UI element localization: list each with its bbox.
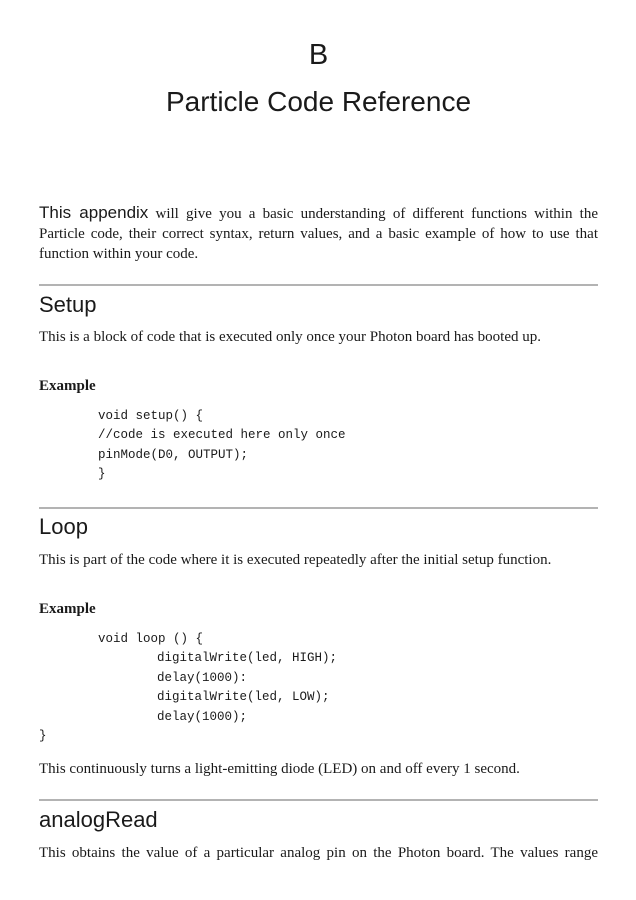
section-divider [39, 507, 598, 509]
section-divider [39, 284, 598, 286]
code-line: } [39, 728, 47, 743]
code-line: delay(1000): [157, 670, 248, 685]
section-divider [39, 799, 598, 801]
loop-code-block [39, 630, 598, 746]
section-heading-loop: Loop [39, 514, 88, 539]
code-line: digitalWrite(led, LOW); [157, 690, 330, 705]
loop-note: This continuously turns a light-emitting diode (LED) on and off every 1 second. [39, 761, 520, 777]
intro-text: will give you a basic understanding of different functions within the Particle code, their correct syntax, return values, and a basic example of how to use that function within your code. [39, 206, 598, 262]
intro-lead: This appendix [39, 203, 149, 222]
code-line: } [98, 467, 106, 482]
appendix-letter: B [308, 39, 329, 71]
code-line: digitalWrite(led, HIGH); [157, 651, 338, 666]
intro-paragraph [39, 203, 598, 264]
code-line: //code is executed here only once [98, 428, 346, 443]
section-heading-analogread: analogRead [39, 807, 158, 832]
code-line: void loop () { [98, 632, 204, 646]
setup-description: This is a block of code that is executed only once your Photon board has booted up. [39, 329, 541, 345]
setup-code-block [39, 407, 598, 485]
analogread-description: This obtains the value of a particular analog pin on the Photon board. The values range [39, 845, 598, 861]
code-line: delay(1000); [157, 709, 248, 724]
loop-description: This is part of the code where it is executed repeatedly after the initial setup function. [39, 552, 552, 568]
code-line: pinMode(D0, OUTPUT); [98, 447, 249, 462]
loop-example-label: Example [39, 601, 96, 617]
setup-example-label: Example [39, 378, 96, 394]
appendix-title: Particle Code Reference [165, 86, 472, 117]
code-line: void setup() { [98, 409, 204, 423]
section-heading-setup: Setup [39, 292, 97, 317]
